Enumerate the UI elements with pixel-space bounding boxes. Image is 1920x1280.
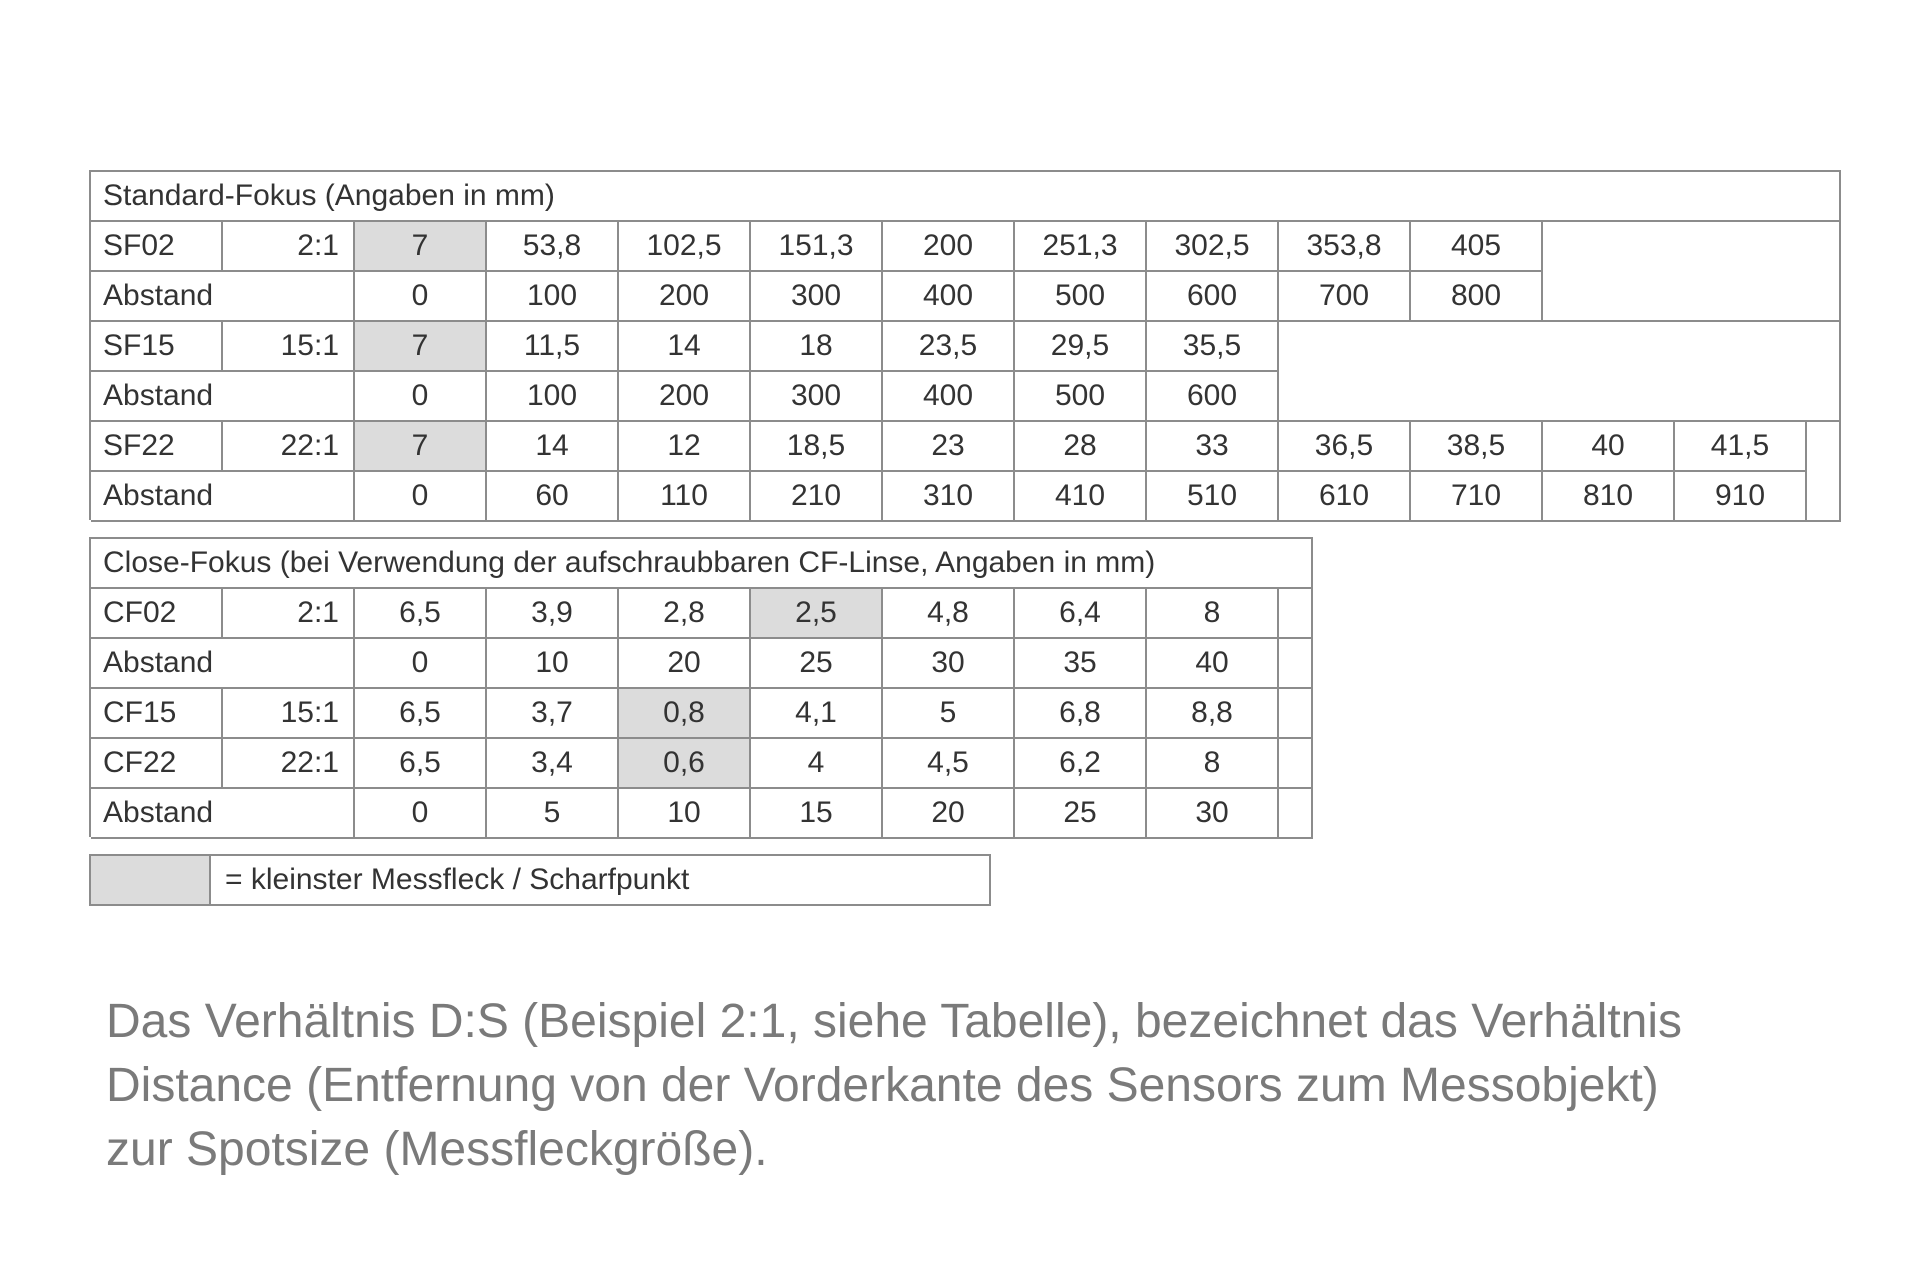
spot-value-cell-highlighted: 7 (355, 322, 487, 372)
value-cell: 300 (751, 372, 883, 422)
value-cell: 400 (883, 372, 1015, 422)
value-cell: 23 (883, 422, 1015, 472)
value-cell: 405 (1411, 222, 1543, 272)
value-cell: 41,5 (1675, 422, 1807, 472)
value-cell: 400 (883, 272, 1015, 322)
value-cell: 6,2 (1015, 739, 1147, 789)
empty-cell (1279, 372, 1841, 422)
empty-cell (1279, 639, 1313, 689)
ratio-cell: 2:1 (223, 222, 355, 272)
value-cell: 600 (1147, 272, 1279, 322)
model-cell: SF15 (91, 322, 223, 372)
value-cell: 102,5 (619, 222, 751, 272)
value-cell: 20 (883, 789, 1015, 839)
value-cell: 310 (883, 472, 1015, 522)
value-cell: 35,5 (1147, 322, 1279, 372)
value-cell: 0 (355, 789, 487, 839)
value-cell: 18 (751, 322, 883, 372)
abstand-label: Abstand (91, 789, 355, 839)
value-cell: 11,5 (487, 322, 619, 372)
value-cell: 10 (487, 639, 619, 689)
value-cell: 40 (1147, 639, 1279, 689)
value-cell: 2,8 (619, 589, 751, 639)
value-cell: 3,7 (487, 689, 619, 739)
value-cell: 5 (883, 689, 1015, 739)
value-cell: 12 (619, 422, 751, 472)
value-cell: 4,8 (883, 589, 1015, 639)
empty-cell (1279, 689, 1313, 739)
spot-value-cell-highlighted: 7 (355, 222, 487, 272)
model-cell: CF02 (91, 589, 223, 639)
value-cell: 30 (883, 639, 1015, 689)
value-cell: 33 (1147, 422, 1279, 472)
empty-cell (1807, 472, 1841, 522)
value-cell: 28 (1015, 422, 1147, 472)
value-cell: 700 (1279, 272, 1411, 322)
value-cell: 30 (1147, 789, 1279, 839)
value-cell: 15 (751, 789, 883, 839)
value-cell: 4,1 (751, 689, 883, 739)
value-cell: 53,8 (487, 222, 619, 272)
value-cell: 300 (751, 272, 883, 322)
note-line: Das Verhältnis D:S (Beispiel 2:1, siehe Tabelle), bezeichnet das Verhältnis (106, 995, 1683, 1048)
empty-cell (1543, 222, 1841, 272)
value-cell: 29,5 (1015, 322, 1147, 372)
value-cell: 110 (619, 472, 751, 522)
value-cell: 210 (751, 472, 883, 522)
value-cell: 200 (619, 372, 751, 422)
value-cell: 200 (883, 222, 1015, 272)
value-cell: 800 (1411, 272, 1543, 322)
value-cell: 18,5 (751, 422, 883, 472)
value-cell: 353,8 (1279, 222, 1411, 272)
ratio-cell: 22:1 (223, 739, 355, 789)
ratio-cell: 2:1 (223, 589, 355, 639)
value-cell: 14 (619, 322, 751, 372)
value-cell: 60 (487, 472, 619, 522)
value-cell: 20 (619, 639, 751, 689)
ratio-cell: 15:1 (223, 689, 355, 739)
legend-box (89, 854, 991, 906)
legend-text: = kleinster Messfleck / Scharfpunkt (211, 856, 991, 906)
model-cell: SF22 (91, 422, 223, 472)
value-cell: 100 (487, 372, 619, 422)
note-line: zur Spotsize (Messfleckgröße). (106, 1123, 768, 1176)
table-title: Close-Fokus (bei Verwendung der aufschraubbaren CF-Linse, Angaben in mm) (91, 539, 1313, 589)
value-cell: 500 (1015, 272, 1147, 322)
value-cell: 8 (1147, 739, 1279, 789)
value-cell: 510 (1147, 472, 1279, 522)
value-cell: 200 (619, 272, 751, 322)
value-cell: 0 (355, 272, 487, 322)
value-cell: 151,3 (751, 222, 883, 272)
value-cell: 0 (355, 472, 487, 522)
ratio-cell: 22:1 (223, 422, 355, 472)
value-cell: 10 (619, 789, 751, 839)
value-cell: 40 (1543, 422, 1675, 472)
value-cell: 0 (355, 639, 487, 689)
empty-cell (1543, 272, 1841, 322)
value-cell: 6,5 (355, 689, 487, 739)
value-cell: 3,4 (487, 739, 619, 789)
standard-focus-table (89, 170, 1841, 520)
value-cell: 8 (1147, 589, 1279, 639)
value-cell: 25 (1015, 789, 1147, 839)
empty-cell (1807, 422, 1841, 472)
ratio-cell: 15:1 (223, 322, 355, 372)
value-cell: 600 (1147, 372, 1279, 422)
value-cell: 38,5 (1411, 422, 1543, 472)
value-cell: 6,8 (1015, 689, 1147, 739)
value-cell: 910 (1675, 472, 1807, 522)
value-cell: 0 (355, 372, 487, 422)
value-cell: 710 (1411, 472, 1543, 522)
spot-value-cell-highlighted: 0,6 (619, 739, 751, 789)
value-cell: 5 (487, 789, 619, 839)
empty-cell (1279, 589, 1313, 639)
value-cell: 35 (1015, 639, 1147, 689)
legend-swatch (91, 856, 211, 906)
value-cell: 23,5 (883, 322, 1015, 372)
value-cell: 36,5 (1279, 422, 1411, 472)
close-focus-table (89, 537, 1313, 837)
value-cell: 25 (751, 639, 883, 689)
empty-cell (1279, 739, 1313, 789)
value-cell: 251,3 (1015, 222, 1147, 272)
abstand-label: Abstand (91, 272, 355, 322)
value-cell: 410 (1015, 472, 1147, 522)
abstand-label: Abstand (91, 372, 355, 422)
spot-value-cell-highlighted: 0,8 (619, 689, 751, 739)
value-cell: 610 (1279, 472, 1411, 522)
model-cell: CF22 (91, 739, 223, 789)
table-title: Standard-Fokus (Angaben in mm) (91, 172, 1841, 222)
value-cell: 6,5 (355, 739, 487, 789)
abstand-label: Abstand (91, 639, 355, 689)
value-cell: 3,9 (487, 589, 619, 639)
model-cell: SF02 (91, 222, 223, 272)
note-line: Distance (Entfernung von der Vorderkante des Sensors zum Messobjekt) (106, 1059, 1659, 1112)
value-cell: 100 (487, 272, 619, 322)
value-cell: 8,8 (1147, 689, 1279, 739)
spot-value-cell-highlighted: 7 (355, 422, 487, 472)
value-cell: 500 (1015, 372, 1147, 422)
value-cell: 810 (1543, 472, 1675, 522)
spot-value-cell-highlighted: 2,5 (751, 589, 883, 639)
empty-cell (1279, 789, 1313, 839)
value-cell: 14 (487, 422, 619, 472)
value-cell: 4 (751, 739, 883, 789)
abstand-label: Abstand (91, 472, 355, 522)
empty-cell (1279, 322, 1841, 372)
value-cell: 4,5 (883, 739, 1015, 789)
value-cell: 6,5 (355, 589, 487, 639)
value-cell: 6,4 (1015, 589, 1147, 639)
value-cell: 302,5 (1147, 222, 1279, 272)
model-cell: CF15 (91, 689, 223, 739)
explanatory-note (106, 990, 1866, 1182)
